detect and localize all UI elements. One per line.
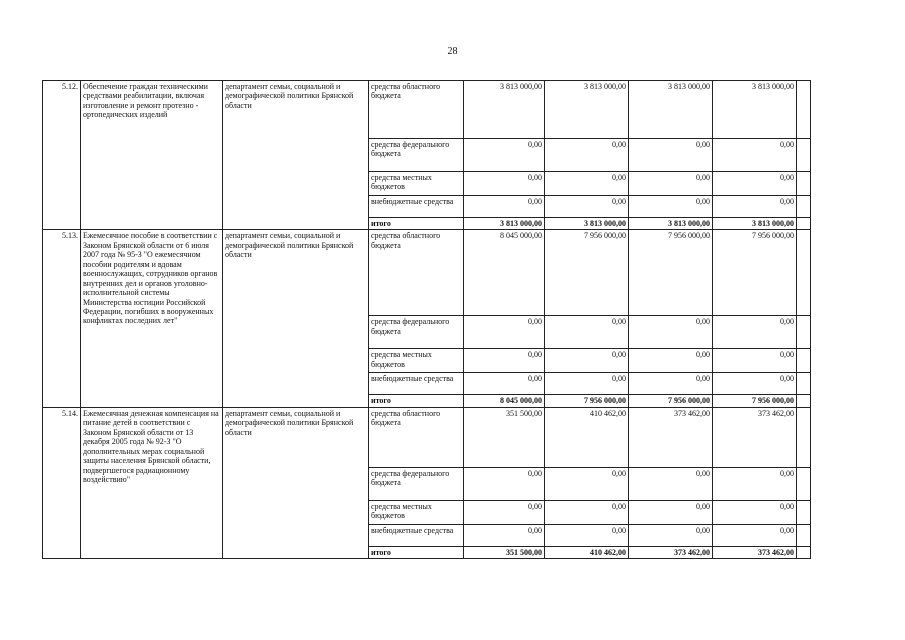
amount-cell: 0,00 (713, 196, 797, 218)
amount-cell: 0,00 (464, 349, 545, 373)
empty-cell (797, 316, 811, 349)
amount-cell: 3 813 000,00 (629, 81, 713, 139)
empty-cell (797, 349, 811, 373)
amount-cell: 410 462,00 (545, 407, 629, 467)
amount-cell: 373 462,00 (629, 407, 713, 467)
empty-cell (797, 407, 811, 467)
empty-cell (797, 196, 811, 218)
amount-cell: 3 813 000,00 (464, 81, 545, 139)
amount-cell: 0,00 (464, 467, 545, 500)
amount-cell: 3 813 000,00 (545, 218, 629, 230)
amount-cell: 7 956 000,00 (545, 230, 629, 316)
amount-cell: 373 462,00 (629, 546, 713, 558)
table-body (43, 81, 811, 559)
row-number: 5.12. (43, 81, 81, 230)
amount-cell: 0,00 (545, 349, 629, 373)
source-label: средства федерального бюджета (369, 139, 464, 172)
amount-cell: 0,00 (629, 467, 713, 500)
amount-cell: 0,00 (713, 373, 797, 395)
amount-cell: 8 045 000,00 (464, 230, 545, 316)
amount-cell: 0,00 (629, 524, 713, 546)
item-name: Обеспечение граждан техническими средствами реабилитации, включая изготовление и ремонт протезно - ортопедических изделий (81, 81, 223, 230)
budget-table (42, 80, 811, 559)
item-name: Ежемесячная денежная компенсация на питание детей в соответствии с Законом Брянской области от 13 декабря 2005 года № 92-З "О дополнительных мерах социальной защиты населения Брянской области, подвергшегося радиационному воздействию" (81, 407, 223, 558)
empty-cell (797, 373, 811, 395)
amount-cell: 0,00 (713, 467, 797, 500)
amount-cell: 3 813 000,00 (713, 218, 797, 230)
amount-cell: 0,00 (713, 349, 797, 373)
amount-cell: 0,00 (545, 467, 629, 500)
empty-cell (797, 546, 811, 558)
empty-cell (797, 81, 811, 139)
amount-cell: 3 813 000,00 (464, 218, 545, 230)
source-label: средства местных бюджетов (369, 172, 464, 196)
amount-cell: 3 813 000,00 (713, 81, 797, 139)
source-label: средства областного бюджета (369, 230, 464, 316)
amount-cell: 0,00 (545, 500, 629, 524)
amount-cell: 0,00 (713, 500, 797, 524)
source-label: средства местных бюджетов (369, 500, 464, 524)
row-number: 5.13. (43, 230, 81, 407)
amount-cell: 7 956 000,00 (629, 230, 713, 316)
amount-cell: 0,00 (464, 172, 545, 196)
amount-cell: 7 956 000,00 (713, 230, 797, 316)
source-label: итого (369, 395, 464, 407)
executor-name: департамент семьи, социальной и демографической политики Брянской области (223, 407, 369, 558)
empty-cell (797, 218, 811, 230)
amount-cell: 0,00 (629, 500, 713, 524)
amount-cell: 0,00 (464, 524, 545, 546)
source-label: средства федерального бюджета (369, 316, 464, 349)
empty-cell (797, 139, 811, 172)
amount-cell: 351 500,00 (464, 546, 545, 558)
executor-name: департамент семьи, социальной и демографической политики Брянской области (223, 230, 369, 407)
amount-cell: 0,00 (464, 139, 545, 172)
executor-name: департамент семьи, социальной и демографической политики Брянской области (223, 81, 369, 230)
amount-cell: 0,00 (464, 196, 545, 218)
amount-cell: 7 956 000,00 (629, 395, 713, 407)
empty-cell (797, 172, 811, 196)
amount-cell: 0,00 (629, 373, 713, 395)
amount-cell: 0,00 (545, 316, 629, 349)
amount-cell: 0,00 (545, 172, 629, 196)
table-row (43, 230, 811, 316)
table-row (43, 407, 811, 467)
amount-cell: 0,00 (545, 373, 629, 395)
amount-cell: 8 045 000,00 (464, 395, 545, 407)
amount-cell: 0,00 (713, 172, 797, 196)
amount-cell: 373 462,00 (713, 546, 797, 558)
amount-cell: 7 956 000,00 (545, 395, 629, 407)
empty-cell (797, 395, 811, 407)
empty-cell (797, 524, 811, 546)
empty-cell (797, 230, 811, 316)
amount-cell: 0,00 (713, 524, 797, 546)
amount-cell: 373 462,00 (713, 407, 797, 467)
amount-cell: 7 956 000,00 (713, 395, 797, 407)
amount-cell: 0,00 (545, 196, 629, 218)
page-number: 28 (447, 46, 458, 57)
source-label: средства местных бюджетов (369, 349, 464, 373)
amount-cell: 0,00 (464, 316, 545, 349)
source-label: средства федерального бюджета (369, 467, 464, 500)
amount-cell: 351 500,00 (464, 407, 545, 467)
source-label: внебюджетные средства (369, 373, 464, 395)
empty-cell (797, 500, 811, 524)
empty-cell (797, 467, 811, 500)
source-label: итого (369, 218, 464, 230)
amount-cell: 0,00 (713, 139, 797, 172)
amount-cell: 0,00 (629, 172, 713, 196)
source-label: средства областного бюджета (369, 407, 464, 467)
amount-cell: 0,00 (629, 196, 713, 218)
row-number: 5.14. (43, 407, 81, 558)
source-label: внебюджетные средства (369, 196, 464, 218)
amount-cell: 0,00 (464, 373, 545, 395)
amount-cell: 0,00 (545, 139, 629, 172)
amount-cell: 0,00 (464, 500, 545, 524)
amount-cell: 410 462,00 (545, 546, 629, 558)
amount-cell: 3 813 000,00 (545, 81, 629, 139)
amount-cell: 3 813 000,00 (629, 218, 713, 230)
amount-cell: 0,00 (629, 139, 713, 172)
amount-cell: 0,00 (713, 316, 797, 349)
source-label: средства областного бюджета (369, 81, 464, 139)
source-label: внебюджетные средства (369, 524, 464, 546)
source-label: итого (369, 546, 464, 558)
amount-cell: 0,00 (629, 349, 713, 373)
amount-cell: 0,00 (545, 524, 629, 546)
table-row (43, 81, 811, 139)
amount-cell: 0,00 (629, 316, 713, 349)
item-name: Ежемесячное пособие в соответствии с Законом Брянской области от 6 июля 2007 года № 95-З "О ежемесячном пособии родителям и вдовам военнослужащих, сотрудников органов внутренних дел и органов уголовно-исполнительной системы Министерства юстиции Российской Федерации, погибших в вооруженных конфликтах последних лет" (81, 230, 223, 407)
